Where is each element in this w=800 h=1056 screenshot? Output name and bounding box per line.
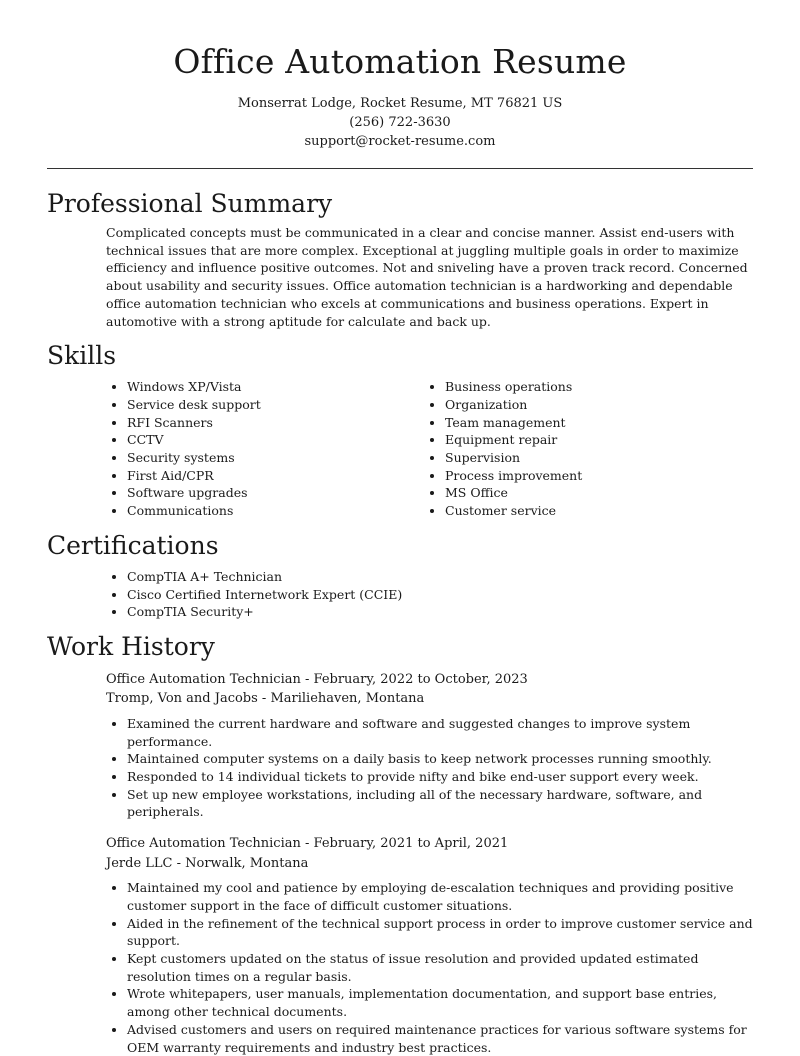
job-bullet: • Responded to 14 individual tickets to provide nifty and bike end-user support every week. xyxy=(127,768,753,786)
section-title-skills: Skills xyxy=(47,341,117,371)
skill-item: • Windows XP/Vista xyxy=(127,378,366,396)
job-entry xyxy=(106,834,753,1056)
resume-title: Office Automation Resume xyxy=(173,42,627,81)
section-skills xyxy=(47,340,753,520)
skill-item: • Team management xyxy=(445,414,582,432)
skill-item: • Communications xyxy=(127,502,366,520)
contact-block xyxy=(47,94,753,151)
skill-item: • Business operations xyxy=(445,378,582,396)
job-title-line: Office Automation Technician - February, 2021 to April, 2021 xyxy=(106,836,509,852)
job-bullet: • Set up new employee workstations, including all of the necessary hardware, software, and peripherals. xyxy=(127,786,753,821)
job-bullet: • Advised customers and users on required maintenance practices for various software systems for OEM warranty requirements and industry best practices. xyxy=(127,1021,753,1056)
skill-item: • Service desk support xyxy=(127,396,366,414)
certifications-list xyxy=(47,568,753,621)
skill-item: • Process improvement xyxy=(445,467,582,485)
section-work-history xyxy=(47,631,753,1056)
job-bullet: • Kept customers updated on the status of issue resolution and provided updated estimated resolution times on a regular basis. xyxy=(127,950,753,985)
summary-text: Complicated concepts must be communicated in a clear and concise manner. Assist end-users with technical issues that are more complex. Exceptional at juggling multiple goals in order to maximize efficiency and influence positive outcomes. Not and sniveling have a proven track record. Concerned about usability and security issues. Office automation technician is a hardworking and dependable office automation technician who excels at communications and business operations. Expert in automotive with a strong aptitude for calculate and back up. xyxy=(106,225,748,329)
skill-item: • RFI Scanners xyxy=(127,414,366,432)
job-bullets xyxy=(106,879,753,1056)
section-title-certifications: Certifications xyxy=(47,530,219,560)
skill-item: • Supervision xyxy=(445,449,582,467)
skill-item: • Security systems xyxy=(127,449,366,467)
section-certifications xyxy=(47,530,753,621)
job-entry xyxy=(106,670,753,821)
job-title-line: Office Automation Technician - February, 2022 to October, 2023 xyxy=(106,671,528,687)
job-bullet: • Maintained computer systems on a daily basis to keep network processes running smoothly. xyxy=(127,750,753,768)
skill-item: • Organization xyxy=(445,396,582,414)
certification-item: • CompTIA A+ Technician xyxy=(127,568,753,586)
job-bullet: • Examined the current hardware and software and suggested changes to improve system performance. xyxy=(127,715,753,750)
job-company-line: Tromp, Von and Jacobs - Mariliehaven, Montana xyxy=(106,691,425,707)
contact-phone: (256) 722-3630 xyxy=(349,115,451,130)
skills-columns xyxy=(47,378,753,520)
contact-address: Monserrat Lodge, Rocket Resume, MT 76821 US xyxy=(237,96,563,111)
skill-item: • Customer service xyxy=(445,502,582,520)
skill-item: • Equipment repair xyxy=(445,431,582,449)
header-divider xyxy=(47,168,753,169)
job-bullet: • Aided in the refinement of the technical support process in order to improve customer service and support. xyxy=(127,915,753,950)
skill-item: • Software upgrades xyxy=(127,484,366,502)
skills-list-left xyxy=(47,378,366,520)
contact-email: support@rocket-resume.com xyxy=(304,134,496,149)
resume-header xyxy=(47,0,753,151)
job-bullet: • Wrote whitepapers, user manuals, implementation documentation, and support base entries, among other technical documents. xyxy=(127,985,753,1020)
section-title-summary: Professional Summary xyxy=(47,189,333,218)
job-bullet: • Maintained my cool and patience by employing de-escalation techniques and providing positive customer support in the face of difficult customer situations. xyxy=(127,879,753,914)
section-professional-summary xyxy=(47,188,753,330)
skill-item: • First Aid/CPR xyxy=(127,467,366,485)
job-bullets xyxy=(106,715,753,821)
section-title-work-history: Work History xyxy=(47,631,215,661)
skill-item: • MS Office xyxy=(445,484,582,502)
certification-item: • Cisco Certified Internetwork Expert (CCIE) xyxy=(127,586,753,604)
certification-item: • CompTIA Security+ xyxy=(127,603,753,621)
skills-list-right xyxy=(366,378,582,520)
skill-item: • CCTV xyxy=(127,431,366,449)
job-company-line: Jerde LLC - Norwalk, Montana xyxy=(106,855,309,871)
